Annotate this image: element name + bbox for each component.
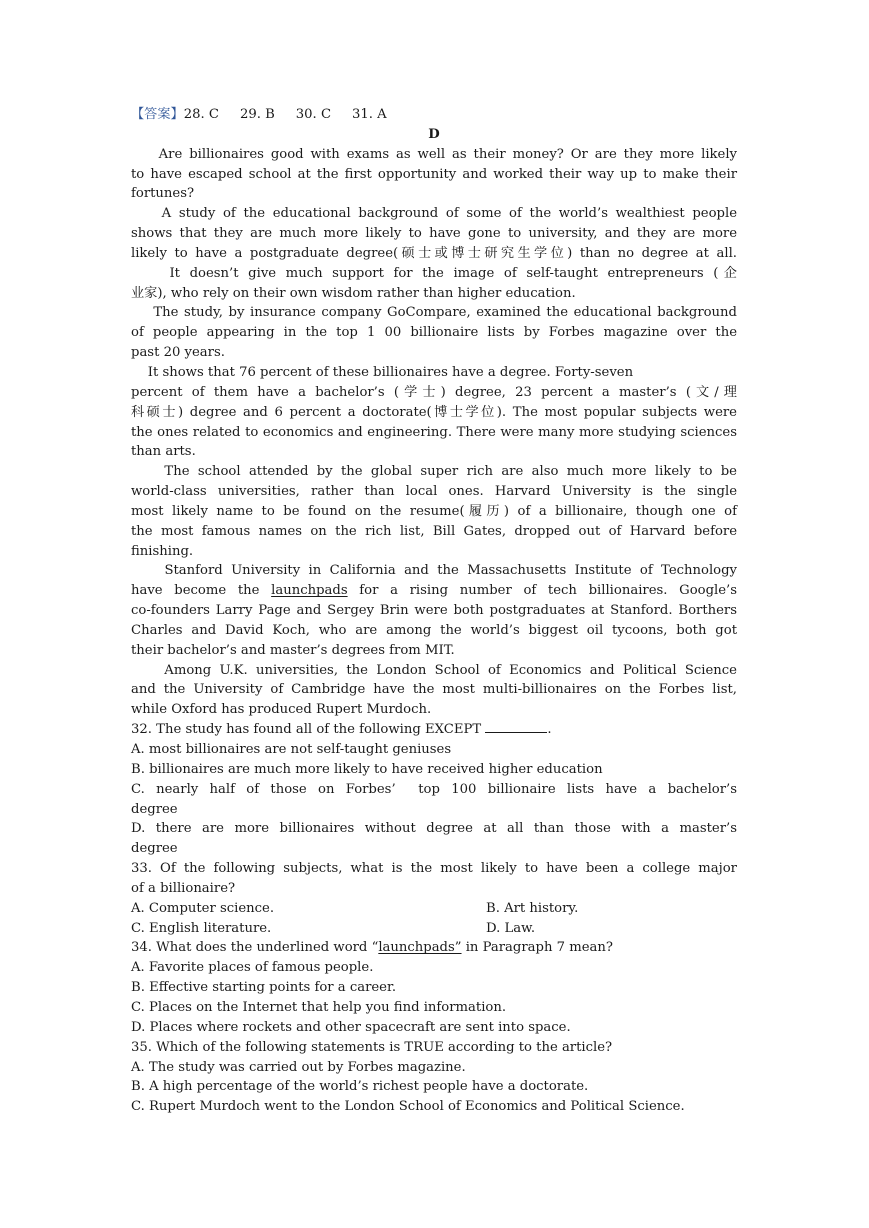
text-span: . <box>547 722 552 738</box>
option-d: D. there are more billionaires without degree at all than those with a master’s <box>131 821 737 837</box>
option-row <box>131 919 737 939</box>
question-stem-cont: of a billionaire? <box>131 880 236 896</box>
text-line: A study of the educational background of some of the world’s wealthiest people <box>131 206 737 222</box>
option-b: B. Effective starting points for a career. <box>131 980 397 996</box>
option-b: B. billionaires are much more likely to have received higher education <box>131 761 603 777</box>
option-c: C. Rupert Murdoch went to the London School of Economics and Political Science. <box>131 1099 685 1115</box>
question-34 <box>131 938 737 1037</box>
text-line: while Oxford has produced Rupert Murdoch. <box>131 702 432 718</box>
question-35 <box>131 1038 737 1117</box>
paragraph-1 <box>131 145 737 205</box>
text-line: than arts. <box>131 444 196 460</box>
answer-values: 28. C 29. B 30. C 31. A <box>183 107 387 122</box>
text-line: to have escaped school at the first opportunity and worked their way up to make their <box>131 166 737 182</box>
paragraph-6 <box>131 462 737 561</box>
text-line: the most famous names on the rich list, Bill Gates, dropped out of Harvard before <box>131 523 737 539</box>
answer-blank <box>485 720 547 733</box>
option-b: B. Art history. <box>486 900 579 916</box>
question-stem <box>131 720 737 740</box>
text-line: The study, by insurance company GoCompare, examined the educational background <box>131 305 737 321</box>
section-label: D <box>428 126 440 142</box>
text-line: The school attended by the global super rich are also much more likely to be <box>131 464 737 480</box>
text-span: 34. What does the underlined word “ <box>131 940 379 956</box>
text-line: shows that they are much more likely to have gone to university, and they are more <box>131 226 737 242</box>
paragraph-7 <box>131 561 737 660</box>
option-c: C. English literature. <box>131 920 272 936</box>
document-page <box>131 105 737 1117</box>
paragraph-3 <box>131 264 737 304</box>
option-a: A. Favorite places of famous people. <box>131 960 374 976</box>
text-line: 科硕士) degree and 6 percent a doctorate(博士学位). The most popular subjects were <box>131 404 737 420</box>
option-a: A. Computer science. <box>131 900 275 916</box>
text-line: It shows that 76 percent of these billionaires have a degree. Forty-seven <box>131 364 634 380</box>
underlined-word: launchpads <box>271 583 348 599</box>
option-d: D. Law. <box>486 920 536 936</box>
question-stem: 35. Which of the following statements is TRUE according to the article? <box>131 1039 613 1055</box>
text-line: their bachelor’s and master’s degrees from MIT. <box>131 642 455 658</box>
text-line: finishing. <box>131 543 194 559</box>
option-a: A. most billionaires are not self-taught geniuses <box>131 742 452 757</box>
text-line: Are billionaires good with exams as well as their money? Or are they more likely <box>131 146 737 162</box>
text-line: percent of them have a bachelor’s (学士) degree, 23 percent a master’s (文/理 <box>131 384 737 400</box>
option-d-cont: degree <box>131 841 178 857</box>
option-row <box>131 899 737 919</box>
text-line: co-founders Larry Page and Sergey Brin were both postgraduates at Stanford. Borthers <box>131 603 737 619</box>
paragraph-4 <box>131 303 737 363</box>
text-line: likely to have a postgraduate degree(硕士或博士研究生学位) than no degree at all. <box>131 245 737 261</box>
option-c-cont: degree <box>131 801 178 817</box>
option-b: B. A high percentage of the world’s richest people have a doctorate. <box>131 1079 589 1095</box>
option-a: A. The study was carried out by Forbes magazine. <box>131 1059 466 1075</box>
answer-tag: 【答案】 <box>131 107 184 122</box>
passage <box>131 145 737 720</box>
text-line: the ones related to economics and engineering. There were many more studying sciences <box>131 424 737 440</box>
question-stem: 33. Of the following subjects, what is the most likely to have been a college major <box>131 861 737 877</box>
text-line: Among U.K. universities, the London School of Economics and Political Science <box>131 662 737 678</box>
text-line: Stanford University in California and the Massachusetts Institute of Technology <box>131 563 737 579</box>
option-c: C. nearly half of those on Forbes’ top 100 billionaire lists have a bachelor’s <box>131 781 737 797</box>
option-d: D. Places where rockets and other spacecraft are sent into space. <box>131 1019 571 1035</box>
text-span: have become the <box>131 583 272 599</box>
text-span: for a rising number of tech billionaires. Google’s <box>347 583 737 599</box>
answer-key-line <box>131 105 737 125</box>
text-span: in Paragraph 7 mean? <box>461 940 613 956</box>
text-line: past 20 years. <box>131 345 225 361</box>
paragraph-5 <box>131 363 737 462</box>
text-line: most likely name to be found on the resume(履历) of a billionaire, though one of <box>131 503 737 519</box>
paragraph-8 <box>131 661 737 721</box>
text-line <box>131 581 737 601</box>
text-line: It doesn’t give much support for the image of self-taught entrepreneurs (企 <box>131 265 737 281</box>
text-line: 业家), who rely on their own wisdom rather than higher education. <box>131 285 576 301</box>
text-line: and the University of Cambridge have the most multi-billionaires on the Forbes list, <box>131 682 737 698</box>
question-32 <box>131 720 737 859</box>
text-line: fortunes? <box>131 186 195 202</box>
question-stem <box>131 938 737 958</box>
question-33 <box>131 859 737 938</box>
text-line: Charles and David Koch, who are among the world’s biggest oil tycoons, both got <box>131 622 737 638</box>
text-line: world-class universities, rather than local ones. Harvard University is the single <box>131 484 737 500</box>
text-span: 32. The study has found all of the following EXCEPT <box>131 722 486 738</box>
option-c: C. Places on the Internet that help you find information. <box>131 999 507 1015</box>
text-line: of people appearing in the top 1 00 billionaire lists by Forbes magazine over the <box>131 325 737 341</box>
underlined-word: launchpads” <box>378 940 462 956</box>
paragraph-2 <box>131 204 737 264</box>
